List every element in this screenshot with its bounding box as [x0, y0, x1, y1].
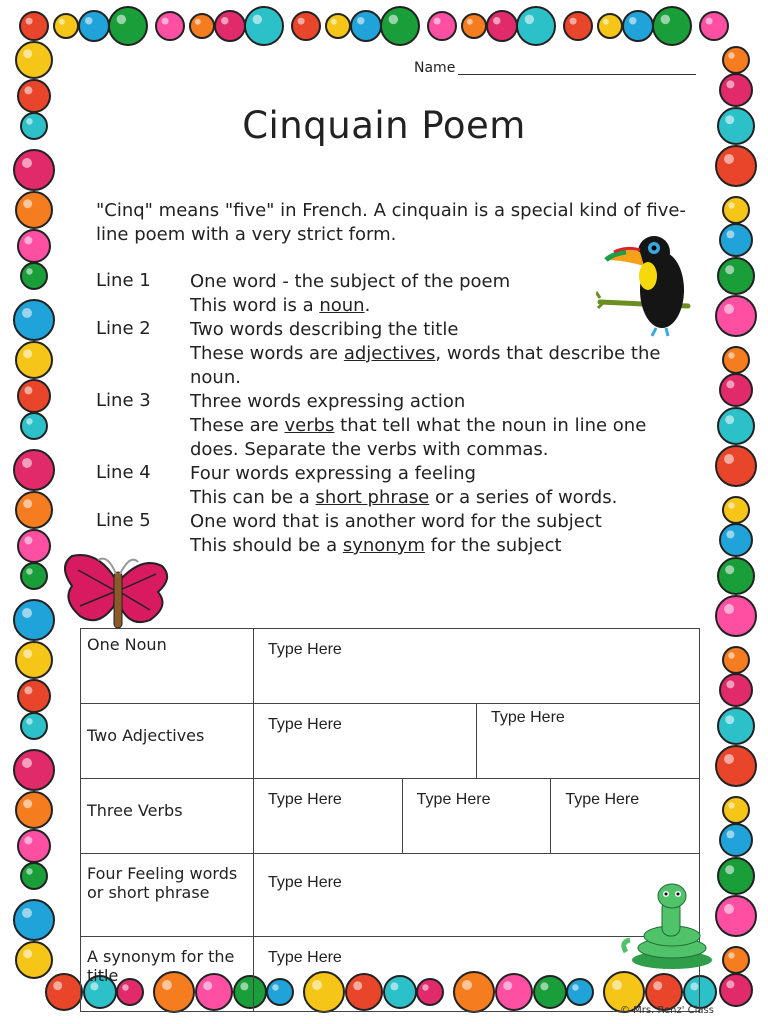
bead [720, 824, 752, 856]
bead [623, 11, 653, 41]
bead [716, 446, 756, 486]
keyword-underlined: synonym [342, 535, 425, 556]
bead [462, 14, 486, 38]
bead [718, 558, 754, 594]
row-synonym [81, 937, 700, 1012]
bead [723, 947, 749, 973]
bead [723, 197, 749, 223]
bead-highlight [59, 19, 65, 25]
bead-highlight [726, 530, 734, 538]
bead-highlight [221, 17, 229, 25]
bead-highlight [26, 868, 33, 875]
bead-highlight [724, 154, 734, 164]
bead [716, 596, 756, 636]
page-title: Cinquain Poem [242, 104, 526, 147]
bead-highlight [726, 230, 734, 238]
bead [109, 7, 147, 45]
bead-highlight [725, 565, 734, 574]
line-description-main: Four words expressing a feeling [190, 463, 476, 484]
row-label: Two Adjectives [81, 704, 254, 779]
bead-highlight [23, 649, 32, 658]
line-description-detail: This should be a synonym for the subject [190, 535, 562, 556]
bead-highlight [726, 80, 734, 88]
bead-highlight [24, 536, 32, 544]
bead [720, 974, 752, 1006]
bead [700, 12, 728, 40]
line-description [190, 462, 680, 510]
poem-worksheet [80, 628, 700, 1012]
bead [292, 12, 320, 40]
toucan-icon [596, 230, 692, 342]
bead [428, 12, 456, 40]
bead-highlight [726, 380, 734, 388]
bead-highlight [23, 799, 32, 808]
bead-highlight [724, 754, 734, 764]
bead-highlight [22, 758, 32, 768]
bead [16, 792, 52, 828]
bead-highlight [724, 454, 734, 464]
line-description [190, 390, 680, 462]
bead-highlight [85, 17, 93, 25]
bead-highlight [728, 52, 735, 59]
bead [653, 7, 691, 45]
bead [720, 74, 752, 106]
line-label: Line 1 [96, 270, 151, 291]
bead-highlight [23, 949, 32, 958]
butterfly-icon [58, 550, 174, 642]
bead-highlight [24, 686, 32, 694]
bead [54, 14, 78, 38]
bead-highlight [629, 17, 637, 25]
bead-highlight [117, 15, 127, 25]
line-label: Line 3 [96, 390, 151, 411]
bead-highlight [22, 608, 32, 618]
row-three-verbs [81, 779, 700, 854]
bead-highlight [24, 236, 32, 244]
bead [16, 492, 52, 528]
bead [14, 900, 54, 940]
bead-highlight [726, 680, 734, 688]
keyword-underlined: noun [319, 295, 365, 316]
bead [16, 342, 52, 378]
bead-highlight [467, 19, 473, 25]
line-description-main: One word - the subject of the poem [190, 271, 511, 292]
verb-field-2[interactable]: Type Here [402, 779, 551, 854]
bead-highlight [603, 19, 609, 25]
bead [564, 12, 592, 40]
bead-highlight [26, 18, 33, 25]
bead-highlight [22, 458, 32, 468]
bead-highlight [724, 904, 734, 914]
bead [14, 600, 54, 640]
bead [14, 150, 54, 190]
bead [716, 896, 756, 936]
bead-highlight [26, 418, 33, 425]
bead-highlight [706, 18, 713, 25]
intro-text: "Cinq" means "five" in French. A cinquain is a special kind of five-line poem with a very strict form. [96, 200, 686, 245]
bead-highlight [728, 952, 735, 959]
bead [718, 858, 754, 894]
line-description [190, 510, 680, 558]
name-line[interactable] [458, 74, 696, 75]
row-label: One Noun [81, 629, 254, 704]
bead [14, 300, 54, 340]
bead-highlight [661, 15, 671, 25]
bead [79, 11, 109, 41]
verb-field-1[interactable]: Type Here [254, 779, 403, 854]
bead [716, 746, 756, 786]
bead-highlight [23, 499, 32, 508]
bead [720, 224, 752, 256]
bead-highlight [22, 158, 32, 168]
synonym-field[interactable]: Type Here [254, 937, 700, 1012]
bead-highlight [725, 265, 734, 274]
bead-highlight [434, 18, 441, 25]
bead [46, 974, 82, 1010]
bead [716, 146, 756, 186]
snake-icon [620, 882, 720, 972]
bead-highlight [728, 502, 735, 509]
row-label: Three Verbs [81, 779, 254, 854]
bead-highlight [23, 199, 32, 208]
bead-highlight [26, 718, 33, 725]
bead-highlight [23, 49, 32, 58]
bead [718, 408, 754, 444]
line-description-main: Three words expressing action [190, 391, 466, 412]
bead [21, 863, 47, 889]
bead [21, 563, 47, 589]
bead-highlight [24, 836, 32, 844]
bead [21, 413, 47, 439]
bead [245, 7, 283, 45]
bead [720, 524, 752, 556]
line-description-main: Two words describing the title [190, 319, 459, 340]
verb-field-3[interactable]: Type Here [551, 779, 700, 854]
bead-highlight [724, 604, 734, 614]
bead-highlight [53, 981, 62, 990]
keyword-underlined: verbs [284, 415, 335, 436]
line-label: Line 5 [96, 510, 151, 531]
line-description-detail: This can be a short phrase or a series of words. [190, 487, 618, 508]
bead-highlight [298, 18, 305, 25]
bead-highlight [195, 19, 201, 25]
bead-highlight [22, 308, 32, 318]
row-two-adjectives [81, 704, 700, 779]
bead [14, 750, 54, 790]
adjective-field-2[interactable]: Type Here [476, 704, 699, 779]
bead [326, 14, 350, 38]
bead [723, 797, 749, 823]
bead-highlight [728, 202, 735, 209]
bead-highlight [728, 802, 735, 809]
bead-highlight [26, 268, 33, 275]
bead-highlight [728, 352, 735, 359]
keyword-underlined: short phrase [315, 487, 430, 508]
line-label: Line 4 [96, 462, 151, 483]
bead [723, 647, 749, 673]
row-label: A synonym for the title [81, 937, 254, 1012]
bead-highlight [493, 17, 501, 25]
bead-highlight [570, 18, 577, 25]
bead-highlight [525, 15, 535, 25]
bead [18, 380, 50, 412]
bead-highlight [725, 715, 734, 724]
bead [723, 497, 749, 523]
bead-highlight [357, 17, 365, 25]
bead [190, 14, 214, 38]
bead-highlight [724, 304, 734, 314]
bead [18, 830, 50, 862]
bead-highlight [24, 386, 32, 394]
bead-highlight [253, 15, 263, 25]
bead [720, 374, 752, 406]
bead [517, 7, 555, 45]
line-label: Line 2 [96, 318, 151, 339]
feeling-field[interactable]: Type Here [254, 854, 700, 937]
bead [18, 230, 50, 262]
bead-highlight [726, 830, 734, 838]
bead [718, 708, 754, 744]
bead-highlight [725, 865, 734, 874]
bead-highlight [26, 568, 33, 575]
line-description-detail: These words are adjectives, words that describe the noun. [190, 343, 661, 388]
bead [16, 942, 52, 978]
row-feeling-words [81, 854, 700, 937]
line-description-detail: This word is a noun. [190, 295, 371, 316]
bead [14, 450, 54, 490]
bead-highlight [726, 980, 734, 988]
bead-highlight [162, 18, 169, 25]
bead [215, 11, 245, 41]
bead-highlight [725, 415, 734, 424]
bead [16, 642, 52, 678]
bead [21, 263, 47, 289]
bead-highlight [24, 86, 32, 94]
bead [16, 42, 52, 78]
line-description-detail: These are verbs that tell what the noun in line one does. Separate the verbs with commas. [190, 415, 647, 460]
name-label: Name [414, 60, 456, 76]
bead-highlight [23, 349, 32, 358]
bead-highlight [389, 15, 399, 25]
keyword-underlined: adjectives [343, 343, 436, 364]
bead [381, 7, 419, 45]
bead [18, 680, 50, 712]
bead [718, 258, 754, 294]
bead [21, 713, 47, 739]
bead [723, 347, 749, 373]
bead [351, 11, 381, 41]
bead-highlight [331, 19, 337, 25]
bead [716, 296, 756, 336]
adjective-field-1[interactable]: Type Here [254, 704, 477, 779]
bead-highlight [22, 908, 32, 918]
bead [723, 47, 749, 73]
bead [18, 530, 50, 562]
copyright-footer: © Mrs. Renz' Class [620, 1005, 714, 1016]
noun-field[interactable]: Type Here [254, 629, 700, 704]
bead [487, 11, 517, 41]
row-label: Four Feeling words or short phrase [81, 854, 254, 937]
bead [20, 12, 48, 40]
bead-highlight [728, 652, 735, 659]
bead [598, 14, 622, 38]
bead [156, 12, 184, 40]
bead [720, 674, 752, 706]
bead [16, 192, 52, 228]
line-description-main: One word that is another word for the subject [190, 511, 602, 532]
